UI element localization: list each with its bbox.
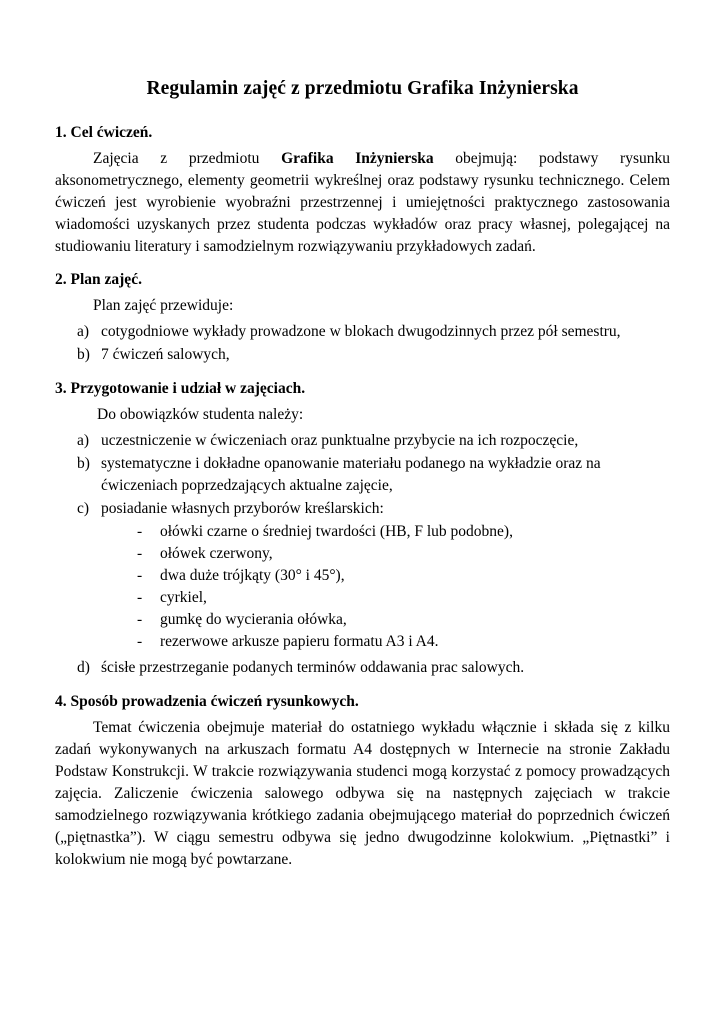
- sublist-item-text: ołówek czerwony,: [160, 545, 273, 562]
- sublist-marker: -: [137, 589, 143, 606]
- list-item-text: 7 ćwiczeń salowych,: [101, 346, 230, 363]
- section-heading-4: 4. Sposób prowadzenia ćwiczeń rysunkowych.: [55, 693, 359, 710]
- sublist-item-text: rezerwowe arkusze papieru formatu A3 i A4.: [160, 633, 439, 650]
- section-1-paragraph-pre: Zajęcia z przedmiotu: [93, 150, 282, 167]
- sublist-marker: -: [137, 567, 143, 584]
- list-marker: c): [77, 500, 90, 517]
- sublist-item-text: gumkę do wycierania ołówka,: [160, 611, 347, 628]
- list-item-text: posiadanie własnych przyborów kreślarskich:: [101, 500, 384, 517]
- sublist-marker: -: [137, 633, 143, 650]
- section-1-paragraph-post: obejmują: podstawy rysunku aksonometrycznego, elementy geometrii wykreślnej oraz podstawy rysunku technicznego. Celem ćwiczeń jest wyrobienie wyobraźni przestrzennej i umiejętności praktycznego zastosowania wiadomości uzyskanych przez studenta podczas wykładów oraz pracy własnej, polegającej na studiowaniu literatury i samodzielnym rozwiązywaniu przykładowych zadań.: [55, 150, 670, 255]
- section-3-list: [55, 430, 670, 520]
- sublist-item: [55, 587, 670, 609]
- sublist-marker: -: [137, 545, 143, 562]
- sublist-item-text: cyrkiel,: [160, 589, 207, 606]
- sublist-item: [55, 631, 670, 653]
- section-4-paragraph: Temat ćwiczenia obejmuje materiał do ostatniego wykładu włącznie i składa się z kilku zadań wykonywanych na arkuszach formatu A4 dostępnych w Internecie na stronie Zakładu Podstaw Konstrukcji. W trakcie rozwiązywania studenci mogą korzystać z pomocy prowadzących zajęcia. Zaliczenie ćwiczenia salowego odbywa się na następnych zajęciach w trakcie samodzielnego rozwiązywania krótkiego zadania obejmującego materiał do poprzednich ćwiczeń („piętnastka”). W ciągu semestru odbywa się jedno dwugodzinne kolokwium. „Piętnastki” i kolokwium nie mogą być powtarzane.: [55, 719, 670, 868]
- sublist-item: [55, 543, 670, 565]
- section-3-lead: Do obowiązków studenta należy:: [97, 406, 304, 423]
- sublist-item-text: dwa duże trójkąty (30° i 45°),: [160, 567, 345, 584]
- list-item: [55, 321, 670, 343]
- list-item: [55, 453, 670, 497]
- sublist-item: [55, 521, 670, 543]
- list-item-text: systematyczne i dokładne opanowanie materiału podanego na wykładzie oraz na ćwiczeniach poprzedzających aktualne zajęcie,: [101, 455, 601, 494]
- list-item: [55, 344, 670, 366]
- section-2-list: [55, 321, 670, 366]
- section-heading-2: 2. Plan zajęć.: [55, 271, 142, 288]
- list-marker: a): [77, 323, 90, 340]
- sublist-marker: -: [137, 611, 143, 628]
- section-heading-3: 3. Przygotowanie i udział w zajęciach.: [55, 380, 306, 397]
- sublist-item-text: ołówki czarne o średniej twardości (HB, F lub podobne),: [160, 523, 513, 540]
- list-item: [55, 657, 670, 679]
- section-1-paragraph: [55, 148, 670, 258]
- list-item: [55, 498, 670, 520]
- page-title: Regulamin zajęć z przedmiotu Grafika Inżynierska: [146, 78, 579, 99]
- list-item-text: cotygodniowe wykłady prowadzone w blokach dwugodzinnych przez pół semestru,: [101, 323, 621, 340]
- list-marker: a): [77, 432, 90, 449]
- section-3-list-last: [55, 657, 670, 679]
- list-marker: b): [77, 455, 90, 472]
- section-2-lead: Plan zajęć przewiduje:: [93, 297, 234, 314]
- section-3-sublist: [55, 521, 670, 653]
- sublist-item: [55, 565, 670, 587]
- section-1-paragraph-emphasis: Grafika Inżynierska: [281, 150, 434, 167]
- list-marker: d): [77, 659, 90, 676]
- section-heading-1: 1. Cel ćwiczeń.: [55, 124, 153, 141]
- list-item: [55, 430, 670, 452]
- list-item-text: ścisłe przestrzeganie podanych terminów oddawania prac salowych.: [101, 659, 525, 676]
- sublist-marker: -: [137, 523, 143, 540]
- list-marker: b): [77, 346, 90, 363]
- sublist-item: [55, 609, 670, 631]
- list-item-text: uczestniczenie w ćwiczeniach oraz punktualne przybycie na ich rozpoczęcie,: [101, 432, 579, 449]
